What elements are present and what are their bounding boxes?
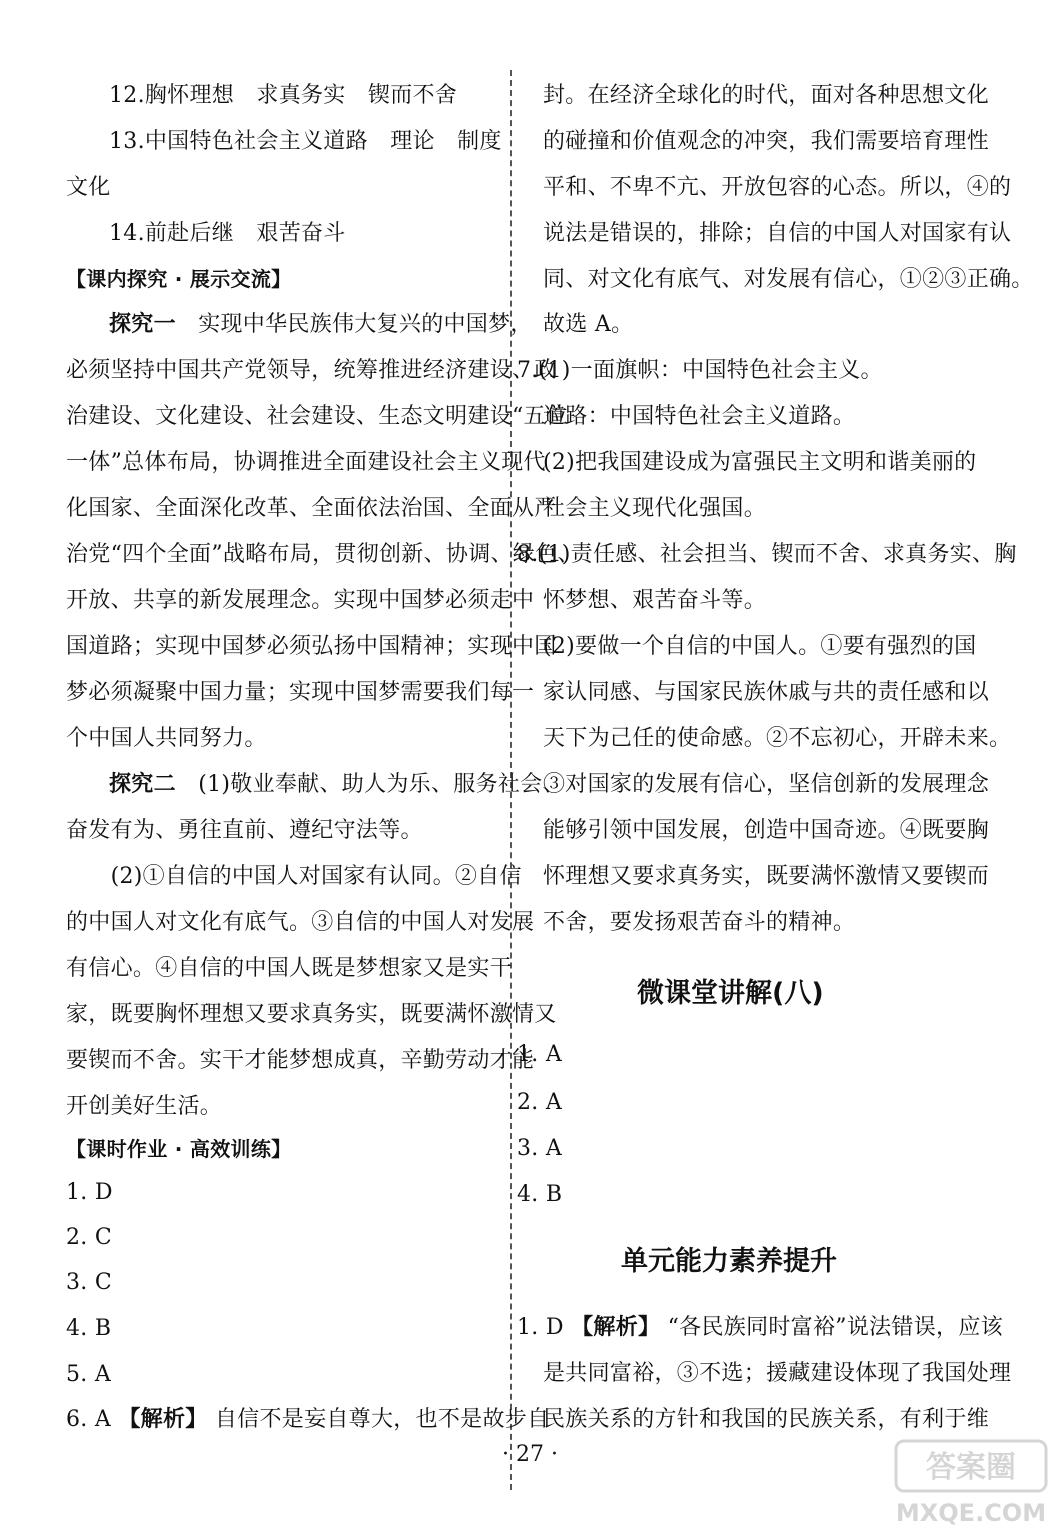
unit-question-1-line: 是共同富裕，③不选；援藏建设体现了我国处理 [543, 1361, 1012, 1386]
answer-line-13-cont: 文化 [66, 175, 111, 200]
explore-one-text: 实现中华民族伟大复兴的中国梦， [175, 312, 533, 337]
explore-one-line: 个中国人共同努力。 [66, 726, 267, 751]
explore-one-line: 治党“四个全面”战略布局，贯彻创新、协调、绿色、 [66, 542, 580, 567]
question-7-line: 道路：中国特色社会主义道路。 [543, 404, 856, 429]
analysis-tag: 【解析】 [118, 1407, 208, 1432]
question-7-line: 社会主义现代化强国。 [543, 496, 767, 521]
homework-answer: 3. C [66, 1270, 113, 1295]
question-7-line: (2)把我国建设成为富强民主文明和谐美丽的 [543, 450, 977, 475]
explore-two-first-line [109, 770, 565, 800]
explore-one-line: 化国家、全面深化改革、全面依法治国、全面从严 [66, 496, 557, 521]
explore-two-line: 要锲而不舍。实干才能梦想成真，辛勤劳动才能 [66, 1048, 535, 1073]
homework-answer: 1. D [66, 1180, 113, 1205]
explore-two-line: 家，既要胸怀理想又要求真务实，既要满怀激情又 [66, 1002, 557, 1027]
explore-one-line: 必须坚持中国共产党领导，统筹推进经济建设、政 [66, 358, 557, 383]
explore-one-line: 开放、共享的新发展理念。实现中国梦必须走中 [66, 588, 535, 613]
watermark-logo [892, 1435, 1052, 1530]
unit-question-1-line: 民族关系的方针和我国的民族关系，有利于维 [543, 1407, 990, 1432]
answer-line-12: 12.胸怀理想 求真务实 锲而不舍 [109, 83, 458, 108]
explore-two-line: (2)①自信的中国人对国家有认同。②自信 [66, 864, 522, 889]
homework-answer: 5. A [66, 1362, 112, 1387]
analysis-continued-line: 故选 A。 [543, 312, 634, 337]
explore-one-first-line [109, 310, 533, 340]
unit-question-1-line [517, 1313, 1003, 1343]
explore-two-label: 探究二 [109, 772, 176, 797]
micro-lesson-answer: 1. A [517, 1042, 563, 1067]
answer-line-13: 13.中国特色社会主义道路 理论 制度 [109, 129, 502, 154]
analysis-continued-line: 说法是错误的，排除；自信的中国人对国家有认 [543, 221, 1012, 246]
explore-one-line: 治建设、文化建设、社会建设、生态文明建设“五位 [66, 404, 569, 429]
section-title-unit-ability: 单元能力素养提升 [621, 1246, 837, 1277]
analysis-tag: 【解析】 [571, 1315, 661, 1340]
analysis-continued-line: 封。在经济全球化的时代，面对各种思想文化 [543, 83, 990, 108]
section-title-micro-lesson: 微课堂讲解(八) [637, 978, 824, 1009]
question-8-line: ③对国家的发展有信心，坚信创新的发展理念 [543, 772, 990, 797]
micro-lesson-answer: 4. B [517, 1182, 563, 1207]
analysis-continued-line: 平和、不卑不亢、开放包容的心态。所以，④的 [543, 175, 1012, 200]
explore-two-line: 有信心。④自信的中国人既是梦想家又是实干 [66, 956, 513, 981]
question-8-line: 天下为己任的使命感。②不忘初心，开辟未来。 [543, 726, 1012, 751]
micro-lesson-answer: 2. A [517, 1090, 563, 1115]
explore-one-label: 探究一 [109, 312, 176, 337]
explore-two-line: 开创美好生活。 [66, 1094, 223, 1119]
analysis-continued-line: 的碰撞和价值观念的冲突，我们需要培育理性 [543, 129, 990, 154]
homework-answer: 4. B [66, 1316, 112, 1341]
explore-one-line: 国道路；实现中国梦必须弘扬中国精神；实现中国 [66, 634, 557, 659]
micro-lesson-answer: 3. A [517, 1136, 563, 1161]
svg-text:答案圈: 答案圈 [926, 1450, 1016, 1485]
explore-two-text: (1)敬业奉献、助人为乐、服务社会、 [175, 772, 565, 797]
unit-question-1-analysis: “各民族同时富裕”说法错误，应该 [667, 1315, 1003, 1340]
question-6-analysis: 自信不是妄自尊大，也不是故步自 [214, 1407, 550, 1432]
question-8-line: 家认同感、与国家民族休戚与共的责任感和以 [543, 680, 990, 705]
analysis-continued-line: 同、对文化有底气、对发展有信心，①②③正确。 [543, 267, 1034, 292]
homework-answer: 2. C [66, 1225, 113, 1250]
svg-text:MXQE.COM: MXQE.COM [895, 1499, 1047, 1527]
question-6-answer: 6. A [66, 1407, 112, 1432]
question-8-line: 8.(1)责任感、社会担当、锲而不舍、求真务实、胸 [517, 542, 1017, 567]
answer-line-14: 14.前赴后继 艰苦奋斗 [109, 221, 346, 246]
question-8-line: 怀理想又要求真务实，既要满怀激情又要锲而 [543, 864, 990, 889]
section-heading-homework: 【课时作业 · 高效训练】 [66, 1137, 292, 1161]
page-number: · 27 · [502, 1442, 558, 1467]
unit-question-1-answer: 1. D [517, 1315, 564, 1340]
question-8-line: 不舍，要发扬艰苦奋斗的精神。 [543, 910, 856, 935]
question-8-line: 能够引领中国发展，创造中国奇迹。④既要胸 [543, 818, 990, 843]
section-heading-explore: 【课内探究 · 展示交流】 [66, 267, 292, 291]
question-7-line: 7.(1)一面旗帜：中国特色社会主义。 [517, 358, 883, 383]
explore-two-line: 奋发有为、勇往直前、遵纪守法等。 [66, 818, 423, 843]
explore-one-line: 一体”总体布局，协调推进全面建设社会主义现代 [66, 450, 546, 475]
question-6-line [66, 1405, 549, 1435]
explore-two-line: 的中国人对文化有底气。③自信的中国人对发展 [66, 910, 535, 935]
question-8-line: 怀梦想、艰苦奋斗等。 [543, 588, 767, 613]
question-8-line: (2)要做一个自信的中国人。①要有强烈的国 [543, 634, 977, 659]
explore-one-line: 梦必须凝聚中国力量；实现中国梦需要我们每一 [66, 680, 535, 705]
